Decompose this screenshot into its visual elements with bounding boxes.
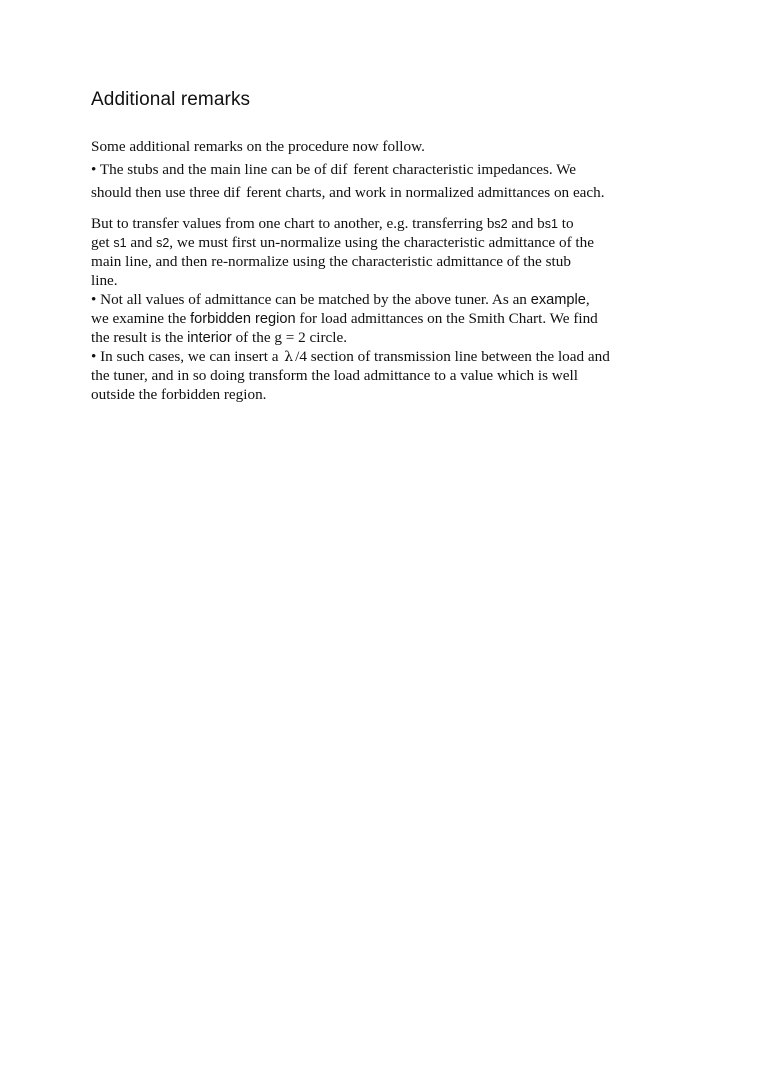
intro-text: Some additional remarks on the procedure now follow.: [91, 138, 425, 155]
text-fragment: • The stubs and the main line can be of dif: [91, 161, 348, 178]
text-fragment: for load admittances on the Smith Chart. We find: [295, 310, 598, 327]
text-fragment: outside the forbidden region.: [91, 386, 267, 403]
text-fragment: get: [91, 234, 114, 251]
intro-block: [91, 136, 691, 205]
bullet-different-impedances-line-1: [91, 159, 691, 182]
text-fragment: the tuner, and in so doing transform the load admittance to a value which is well: [91, 367, 578, 384]
forbidden-region-term: forbidden region: [190, 311, 296, 327]
transfer-remarks-block: [91, 214, 691, 404]
text-fragment: the result is the: [91, 329, 188, 346]
text-fragment: ferent characteristic impedances. We: [353, 161, 577, 178]
text-fragment: and b: [507, 215, 545, 232]
text-fragment: /4 section of transmission line between the load and: [295, 348, 610, 365]
paragraph-line: [91, 233, 691, 252]
paragraph-line: [91, 366, 691, 385]
interior-term: interior: [187, 330, 232, 346]
text-fragment: we examine the: [91, 310, 191, 327]
bullet-not-all-values-line: [91, 290, 691, 309]
paragraph-line: [91, 385, 691, 404]
subscript-label-s2: s2: [494, 217, 508, 231]
paragraph-line: [91, 328, 691, 347]
text-fragment: ,: [585, 291, 590, 308]
paragraph-line: [91, 309, 691, 328]
text-fragment: should then use three dif: [91, 184, 241, 201]
text-fragment: • Not all values of admittance can be matched by the above tuner. As an: [91, 291, 531, 308]
text-fragment: to: [557, 215, 574, 232]
paragraph-line: [91, 214, 691, 233]
text-fragment: , we must first un-normalize using the characteristic admittance of the: [169, 234, 594, 251]
text-fragment: But to transfer values from one chart to another, e.g. transferring b: [91, 215, 495, 232]
text-fragment: line.: [91, 272, 118, 289]
intro-line: [91, 136, 691, 159]
text-fragment: main line, and then re-normalize using the characteristic admittance of the stub: [91, 253, 571, 270]
paragraph-line: [91, 271, 691, 290]
subscript-label-s1: s1: [544, 217, 558, 231]
text-fragment: ferent charts, and work in normalized admittances on each.: [246, 184, 605, 201]
page-title: Additional remarks: [91, 89, 251, 110]
bullet-quarter-wave-line: [91, 347, 691, 366]
lambda-symbol: λ: [284, 349, 294, 365]
text-fragment: • In such cases, we can insert a: [91, 348, 283, 365]
paragraph-line: [91, 252, 691, 271]
text-fragment: of the g = 2 circle.: [231, 329, 348, 346]
text-fragment: and: [126, 234, 157, 251]
example-term: example: [530, 292, 586, 308]
bullet-different-impedances-line-2: [91, 182, 691, 205]
label-s1: s1: [113, 236, 127, 250]
label-s2: s2: [156, 236, 170, 250]
